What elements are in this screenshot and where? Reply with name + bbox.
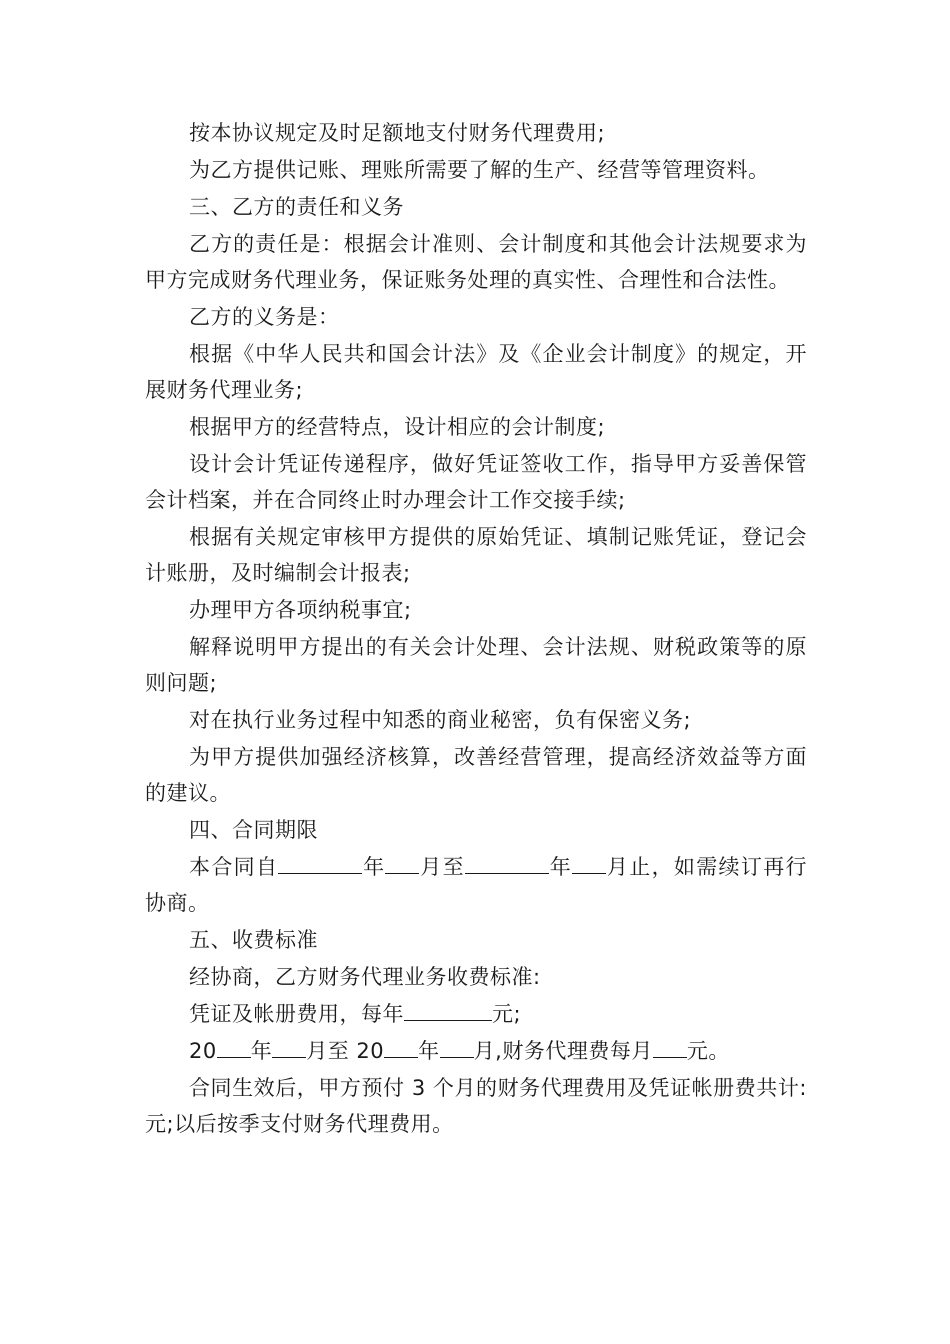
monthly-fee-year1-blank[interactable]	[217, 1035, 251, 1058]
term-prefix: 本合同自	[189, 855, 279, 879]
term-end-month-blank[interactable]	[572, 851, 606, 874]
paragraph-obligation-confidentiality: 对在执行业务过程中知悉的商业秘密，负有保密义务;	[189, 708, 692, 732]
paragraph-contract-term	[145, 849, 807, 921]
monthly-fee-f: 元。	[686, 1039, 730, 1063]
section-heading-fee-standard: 五、收费标准	[189, 928, 318, 952]
voucher-fee-prefix: 凭证及帐册费用，每年	[189, 1002, 404, 1026]
paragraph-obligation-accounting-law: 根据《中华人民共和国会计法》及《企业会计制度》的规定，开展财务代理业务;	[145, 342, 807, 402]
paragraph-voucher-fee	[145, 996, 807, 1032]
monthly-fee-d: 年	[418, 1039, 440, 1063]
paragraph-obligation-voucher-procedure: 设计会计凭证传递程序，做好凭证签收工作，指导甲方妥善保管会计档案，并在合同终止时办理会计工作交接手续;	[145, 452, 807, 512]
monthly-fee-month2-blank[interactable]	[440, 1035, 474, 1058]
monthly-fee-a: 20	[189, 1039, 217, 1063]
term-suffix: 月止，如需续订再行协商。	[145, 855, 808, 915]
voucher-fee-suffix: 元;	[492, 1002, 522, 1026]
paragraph-pay-fees: 按本协议规定及时足额地支付财务代理费用;	[189, 121, 606, 145]
paragraph-fee-intro: 经协商，乙方财务代理业务收费标准:	[189, 965, 541, 989]
monthly-fee-b: 年	[250, 1039, 273, 1063]
paragraph-monthly-fee	[145, 1033, 807, 1069]
paragraph-obligation-review-vouchers: 根据有关规定审核甲方提供的原始凭证、填制记账凭证，登记会计账册，及时编制会计报表;	[145, 525, 807, 585]
paragraph-obligation-advice: 为甲方提供加强经济核算，改善经营管理，提高经济效益等方面的建议。	[145, 745, 807, 805]
term-year-label-1: 年	[362, 855, 386, 879]
section-heading-party-b-duties: 三、乙方的责任和义务	[189, 195, 404, 219]
paragraph-obligation-explain: 解释说明甲方提出的有关会计处理、会计法规、财税政策等的原则问题;	[145, 635, 807, 695]
paragraph-provide-materials: 为乙方提供记账、理账所需要了解的生产、经营等管理资料。	[189, 158, 770, 182]
term-start-month-blank[interactable]	[385, 851, 419, 874]
monthly-fee-e: 月,财务代理费每月	[473, 1039, 653, 1063]
paragraph-obligation-design-system: 根据甲方的经营特点，设计相应的会计制度;	[189, 415, 606, 439]
paragraph-party-b-responsibility: 乙方的责任是：根据会计准则、会计制度和其他会计法规要求为甲方完成财务代理业务，保证账务处理的真实性、合理性和合法性。	[145, 232, 807, 292]
term-year-label-2: 年	[548, 855, 573, 879]
paragraph-party-b-obligations-intro: 乙方的义务是：	[189, 305, 340, 329]
paragraph-obligation-tax: 办理甲方各项纳税事宜;	[189, 598, 412, 622]
monthly-fee-amount-blank[interactable]	[653, 1035, 687, 1058]
voucher-fee-amount-blank[interactable]	[404, 998, 492, 1021]
monthly-fee-month1-blank[interactable]	[272, 1035, 306, 1058]
monthly-fee-year2-blank[interactable]	[384, 1035, 418, 1058]
monthly-fee-c: 月至 20	[306, 1039, 385, 1063]
term-start-year-blank[interactable]	[278, 851, 362, 874]
term-month-label-1: 月至	[419, 855, 465, 879]
section-heading-contract-term: 四、合同期限	[189, 818, 318, 842]
term-end-year-blank[interactable]	[465, 851, 549, 874]
paragraph-prepayment: 合同生效后，甲方预付 3 个月的财务代理费用及凭证帐册费共计:元;以后按季支付财务代理费用。	[145, 1076, 807, 1136]
document-page	[145, 115, 807, 1142]
